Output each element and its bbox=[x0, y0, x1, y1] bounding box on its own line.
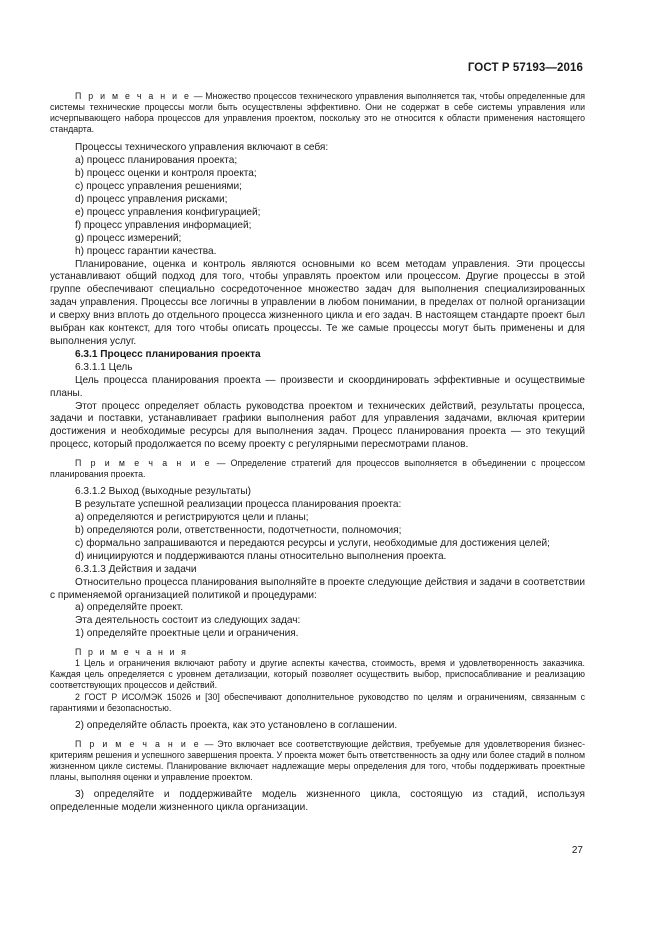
activity-item: а) определяйте проект. bbox=[75, 602, 184, 614]
note-label: П р и м е ч а н и е bbox=[75, 458, 212, 469]
task-item: 1) определяйте проектные цели и ограничения. bbox=[75, 628, 299, 640]
page-number: 27 bbox=[571, 845, 583, 856]
note-item: 2 ГОСТ Р ИСО/МЭК 15026 и [30] обеспечивают дополнительное руководство по целям и ограничениям, связанным с гарантиями и безопасностью. bbox=[50, 691, 585, 713]
subsection-heading: 6.3.1.2 Выход (выходные результаты) bbox=[75, 486, 251, 498]
notes-heading: П р и м е ч а н и я bbox=[75, 647, 188, 658]
activities-intro: Относительно процесса планирования выполняйте в проекте следующие действия и задачи в соответствии с применяемой организацией политикой и процедурами: bbox=[50, 576, 585, 601]
list-item: с) формально запрашиваются и передаются ресурсы и услуги, необходимые для достижения целей; bbox=[75, 537, 550, 549]
intro-paragraph: Процессы технического управления включают в себя: bbox=[75, 142, 329, 154]
activity-tasks-intro: Эта деятельность состоит из следующих задач: bbox=[75, 615, 301, 627]
note-text: — Это включает все соответствующие действия, требуемые для удовлетворения бизнес-критериям решения и успешного завершения проекта. У проекта может быть ответственность за одну или более стадий в полном жизненном цикле системы. Планирование включает надлежащие меры определения для того, чтобы поддерживать проектные планы, выполняя оценки и управление проектом. bbox=[50, 738, 585, 782]
note-text: — Определение стратегий для процессов выполняется в объединении с процессом планирования проекта. bbox=[50, 458, 585, 480]
list-item: f) процесс управления информацией; bbox=[75, 219, 252, 231]
section-heading: 6.3.1 Процесс планирования проекта bbox=[75, 348, 261, 360]
note-text: — Множество процессов технического управления выполняется так, чтобы определенные для системы технические процессы могли быть осуществлены эффективно. Они не содержат в себе системы управления или исчерпывающего набора процессов для управления проектом, поскольку это не относится к области применения настоящего стандарта. bbox=[50, 91, 585, 135]
outcome-intro: В результате успешной реализации процесса планирования проекта: bbox=[75, 499, 402, 511]
task-item: 3) определяйте и поддерживайте модель жизненного цикла, состоящую из стадий, используя определенные модели жизненного цикла организации. bbox=[50, 789, 585, 813]
note-3 bbox=[50, 739, 585, 783]
list-item: h) процесс гарантии качества. bbox=[75, 245, 217, 257]
task-item: 2) определяйте область проекта, как это установлено в соглашении. bbox=[75, 719, 398, 731]
note-label: П р и м е ч а н и е bbox=[75, 738, 201, 749]
subsection-heading: 6.3.1.1 Цель bbox=[75, 361, 133, 373]
note-label: П р и м е ч а н и е bbox=[75, 91, 191, 101]
list-item: d) процесс управления рисками; bbox=[75, 194, 228, 205]
list-item: d) инициируются и поддерживаются планы относительно выполнения проекта. bbox=[75, 550, 447, 562]
note-2 bbox=[50, 458, 585, 480]
list-item: а) определяются и регистрируются цели и планы; bbox=[75, 512, 309, 524]
document-code: ГОСТ Р 57193—2016 bbox=[467, 62, 583, 74]
note-1 bbox=[50, 91, 585, 135]
scope-paragraph: Этот процесс определяет область руководства проектом и технических действий, результаты процесса, задачи и поставки, устанавливает графики выполнения работ для управления задачами, включая критерии достижения и необходимые ресурсы для выполнения задач. Процесс планирования проекта — это текущий процесс, который продолжается по всему проекту с регулярными пересмотрами планов. bbox=[50, 400, 585, 451]
list-item: g) процесс измерений; bbox=[75, 232, 182, 244]
planning-paragraph: Планирование, оценка и контроль являются основными ко всем методам управления. Эти процессы устанавливают общий подход для того, чтобы управлять проектом или процессом. Другие процессы в этой группе обеспечивают специально сосредоточенное множество задач для выполнения специализированных задач управления. Процессы все логичны в управлении в любом понимании, в пределах от полной организации и сверху вниз вплоть до отдельного процесса жизненного цикла и его задач. В настоящем стандарте проект был выбран как контекст, для того чтобы описать процессы. Те же самые процессы могут быть применены и для выполнения услуг. bbox=[50, 258, 585, 347]
list-item: а) процесс планирования проекта; bbox=[75, 155, 238, 167]
list-item: с) процесс управления решениями; bbox=[75, 181, 242, 193]
list-item: е) процесс управления конфигурацией; bbox=[75, 206, 261, 218]
list-item: b) определяются роли, ответственности, подотчетности, полномочия; bbox=[75, 525, 402, 537]
subsection-heading: 6.3.1.3 Действия и задачи bbox=[75, 563, 197, 575]
note-item: 1 Цель и ограничения включают работу и другие аспекты качества, стоимость, время и удовлетворенность заказчика. Каждая цель определяется с уровнем детализации, который позволяет осуществить выбор, приспосабливание и реализацию соответствующих процессов и действий. bbox=[50, 658, 585, 691]
document-body bbox=[50, 91, 585, 815]
list-item: b) процесс оценки и контроля проекта; bbox=[75, 168, 257, 180]
purpose-paragraph: Цель процесса планирования проекта — произвести и скоординировать эффективные и осуществимые планы. bbox=[50, 374, 585, 399]
